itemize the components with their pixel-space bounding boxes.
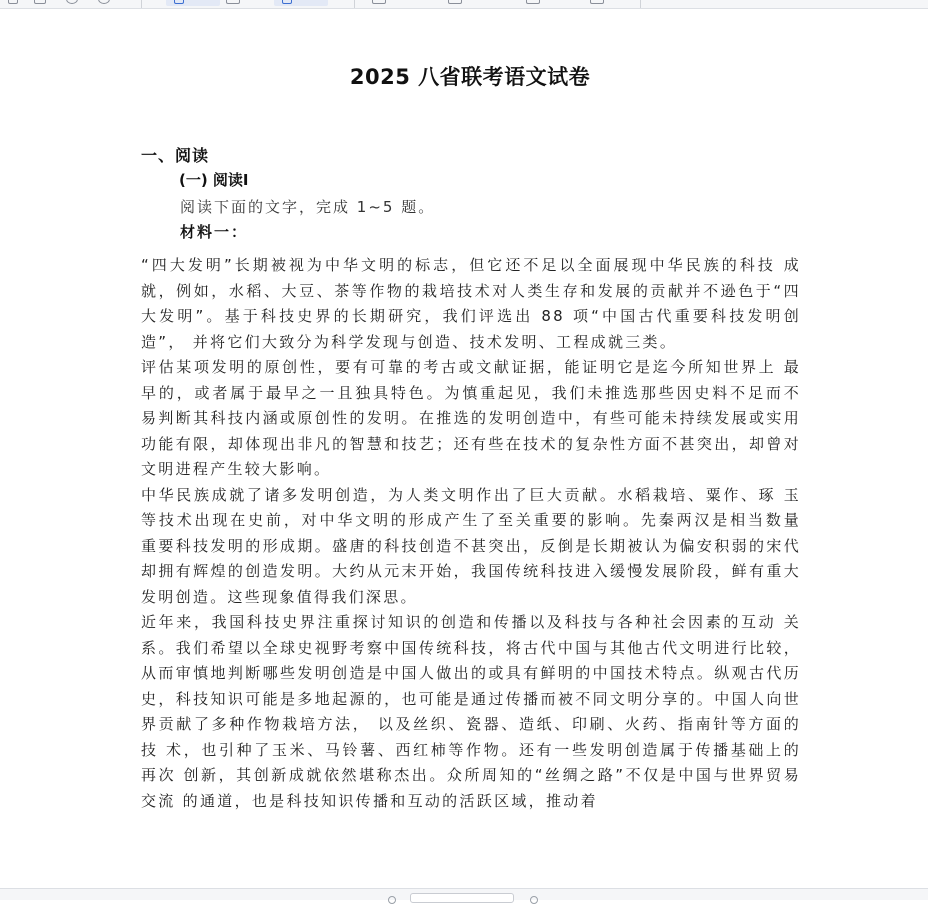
page-icon[interactable] xyxy=(8,0,18,4)
material-label: 材料一： xyxy=(180,223,249,241)
subsection-heading: (一) 阅读Ⅰ xyxy=(179,171,249,189)
toolbar-divider xyxy=(354,0,355,8)
paragraph: 中华民族成就了诸多发明创造，为人类文明作出了巨大贡献。水稻栽培、粟作、琢 玉等技术出现在史前，对中华文明的形成产生了至关重要的影响。先秦两汉是相当数量 重要科技发明的形成期。盛唐的科技创造不甚突出，反倒是长期被认为偏安积弱的宋代 却拥有辉煌的创造发明。大约从元末开始，我国传统科技进入缓慢发展阶段，鲜有重大 发明创造。这些现象值得我们深思。 xyxy=(141,485,801,606)
paragraph: “四大发明”长期被视为中华文明的标志，但它还不足以全面展现中华民族的科技 成就，例如，水稻、大豆、茶等作物的栽培技术对人类生存和发展的贡献并不逊色于“四 大发明”。基于科技史界的长期研究，我们评选出 88 项“中国古代重要科技发明创造”， 并将它们大致分为科学发现与创造、技术发明、工程成就三类。 xyxy=(141,256,801,351)
circle-icon[interactable] xyxy=(66,0,78,4)
text-tool-icon[interactable] xyxy=(590,0,604,4)
circle-icon[interactable] xyxy=(98,0,110,4)
page-view-icon xyxy=(282,0,292,4)
text-tool-icon[interactable] xyxy=(526,0,540,4)
layout-icon[interactable] xyxy=(34,0,46,4)
text-tool-icon[interactable] xyxy=(448,0,462,4)
instruction-text: 阅读下面的文字，完成 1~5 题。 xyxy=(180,198,436,216)
toolbar-divider xyxy=(640,0,641,8)
previous-page-icon[interactable] xyxy=(388,896,396,904)
page-view-icon xyxy=(174,0,184,4)
paragraph: 评估某项发明的原创性，要有可靠的考古或文献证据，能证明它是迄今所知世界上 最早的，或者属于最早之一且独具特色。为慎重起见，我们未推选那些因史料不足而不 易判断其科技内涵或原创性的发明。在推选的发明创造中，有些可能未持续发展或实用 功能有限，却体现出非凡的智慧和技艺；还有些在技术的复杂性方面不甚突出，却曾对 文明进程产生较大影响。 xyxy=(141,358,801,478)
passage-body xyxy=(141,253,801,814)
page-indicator[interactable] xyxy=(410,893,514,903)
document-title: 2025 八省联考语文试卷 xyxy=(349,65,591,89)
grid-view-icon[interactable] xyxy=(226,0,240,4)
document-page xyxy=(0,9,928,889)
paragraph: 近年来，我国科技史界注重探讨知识的创造和传播以及科技与各种社会因素的互动 关系。我们希望以全球史视野考察中国传统科技，将古代中国与其他古代文明进行比较， 从而审慎地判断哪些发明创造是中国人做出的或具有鲜明的中国技术特点。纵观古代历 史，科技知识可能是多地起源的，也可能是通过传播而被不同文明分享的。中国人向世 界贡献了多种作物栽培方法， 以及丝织、瓷器、造纸、印刷、火药、指南针等方面的技 术，也引种了玉米、马铃薯、西红柿等作物。还有一些发明创造属于传播基础上的再次 创新，其创新成就依然堪称杰出。众所周知的“丝绸之路”不仅是中国与世界贸易交流 的通道，也是科技知识传播和互动的活跃区域，推动着 xyxy=(141,613,801,810)
toolbar-divider xyxy=(141,0,142,8)
toolbar xyxy=(0,0,928,9)
next-page-icon[interactable] xyxy=(530,896,538,904)
text-tool-icon[interactable] xyxy=(372,0,386,4)
section-heading: 一、阅读 xyxy=(141,146,210,165)
